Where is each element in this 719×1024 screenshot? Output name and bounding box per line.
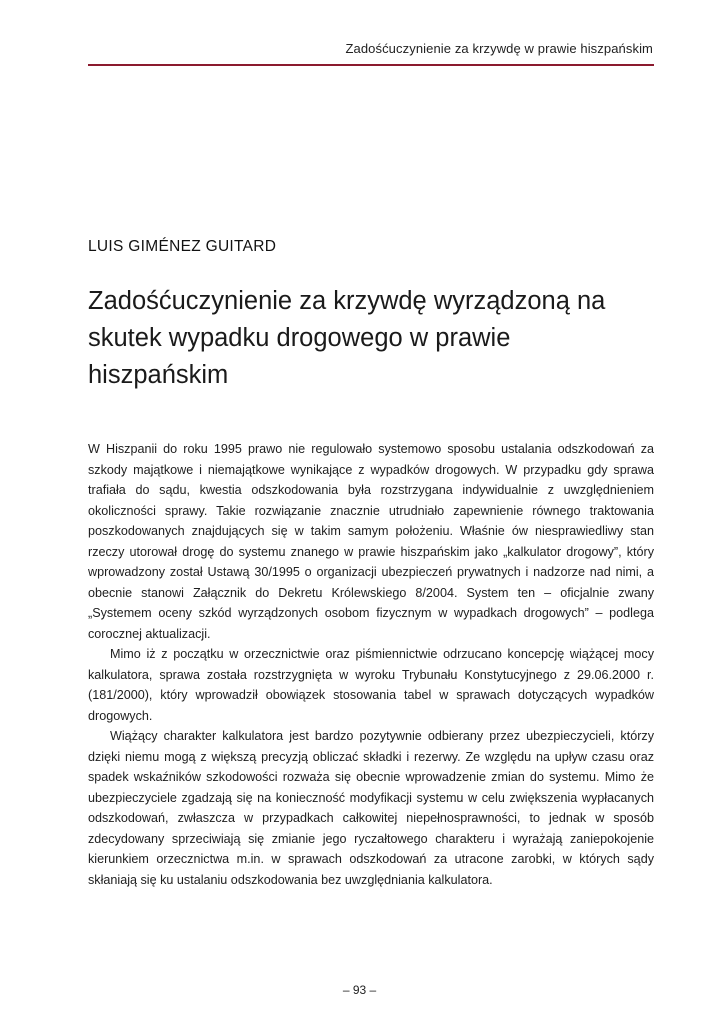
article-title: Zadośćuczynienie za krzywdę wyrządzoną na skutek wypadku drogowego w prawie hiszpańskim xyxy=(88,287,606,389)
page-number: – 93 – xyxy=(342,983,377,997)
paragraph: W Hiszpanii do roku 1995 prawo nie regulowało systemowo sposobu ustalania odszkodowań za szkody majątkowe i niemajątkowe wynikające z wypadków drogowych. W przypadku gdy sprawa trafiała do sądu, kwestia odszkodowania była rozstrzygana indywidualnie z uwzględnieniem okoliczności sprawy. Takie rozwiązanie znacznie utrudniało zapewnienie równego traktowania poszkodowanych znajdujących się w takim samym położeniu. Właśnie ów niesprawiedliwy stan rzeczy utorował drogę do systemu znanego w prawie hiszpańskim jako „kalkulator drogowy”, który wprowadzony został Ustawą 30/1995 o organizacji ubezpieczeń prywatnych i nadzorze nad nimi, a obecnie stanowi Załącznik do Dekretu Królewskiego 8/2004. System ten – oficjalnie zwany „Systemem oceny szkód wyrządzonych osobom fizycznym w wypadkach drogowych” – podlega corocznej aktualizacji. xyxy=(88,442,654,641)
header-rule xyxy=(88,64,654,66)
paragraph: Mimo iż z początku w orzecznictwie oraz piśmiennictwie odrzucano koncepcję wiążącej mocy kalkulatora, sprawa została rozstrzygnięta w wyroku Trybunału Konstytucyjnego z 29.06.2000 r. (181/2000), który wprowadził obowiązek stosowania tabel w sprawach dotyczących wypadków drogowych. xyxy=(88,647,654,723)
author-name: LUIS GIMÉNEZ GUITARD xyxy=(88,238,277,255)
paragraph: Wiążący charakter kalkulatora jest bardzo pozytywnie odbierany przez ubezpieczycieli, którzy dzięki niemu mogą z większą precyzją obliczać składki i rezerwy. Ze względu na upływ czasu oraz spadek wskaźników szkodowości rozważa się obecnie wprowadzenie zmian do systemu. Mimo że ubezpieczyciele zgadzają się na konieczność modyfikacji systemu w celu zwiększenia wypłacanych odszkodowań, zwłaszcza w przypadkach całkowitej niepełnosprawności, to jednak w sposób zdecydowany sprzeciwiają się zmianie jego ryczałtowego charakteru i wyrażają zaniepokojenie kierunkiem orzecznictwa m.in. w sprawach odszkodowań za utracone zarobki, w których sądy skłaniają się ku ustalaniu odszkodowania bez uwzględniania kalkulatora. xyxy=(88,729,654,887)
body-text xyxy=(88,439,654,890)
running-header: Zadośćuczynienie za krzywdę w prawie hiszpańskim xyxy=(345,41,653,56)
